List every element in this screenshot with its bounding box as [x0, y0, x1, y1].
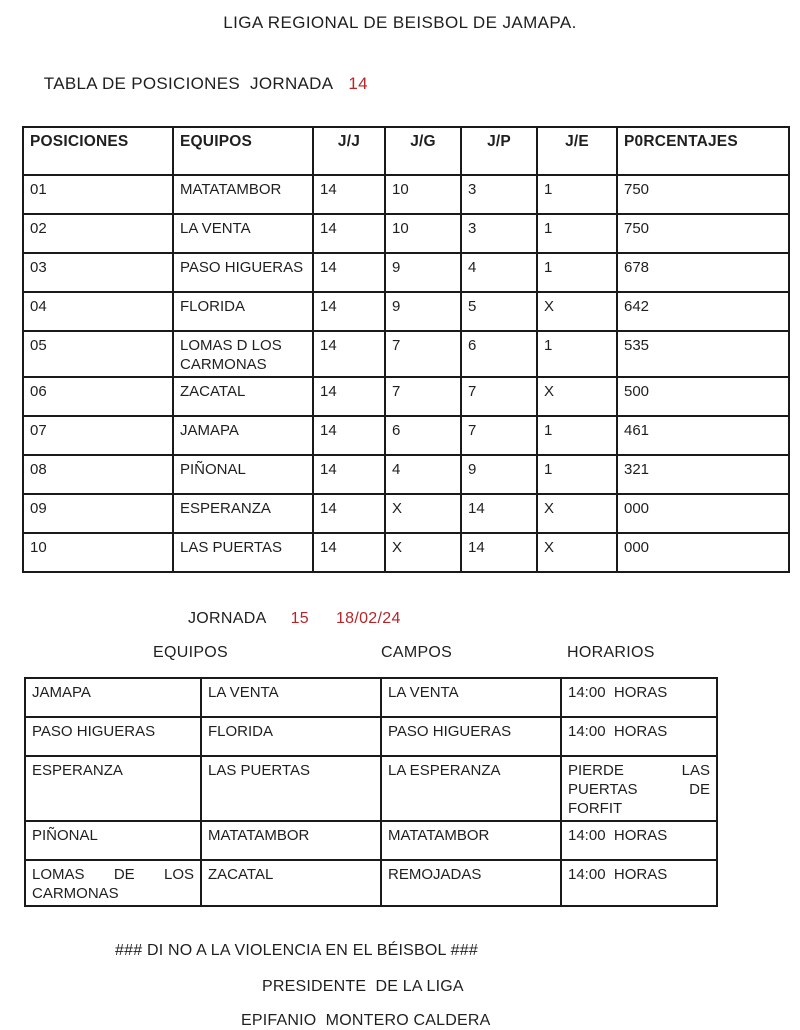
- table-cell: ZACATAL: [201, 860, 381, 906]
- schedule-column-labels: [0, 644, 800, 664]
- column-header: J/P: [461, 127, 537, 175]
- table-cell: 7: [461, 416, 537, 455]
- table-cell: 678: [617, 253, 789, 292]
- table-cell: 000: [617, 533, 789, 572]
- table-cell: PIÑONAL: [173, 455, 313, 494]
- schedule-table: [24, 677, 718, 907]
- table-cell: 750: [617, 175, 789, 214]
- table-row: [23, 455, 789, 494]
- table-cell: 1: [537, 331, 617, 377]
- table-cell: ZACATAL: [173, 377, 313, 416]
- table-cell: MATATAMBOR: [201, 821, 381, 860]
- table-cell: 1: [537, 455, 617, 494]
- table-cell: JAMAPA: [173, 416, 313, 455]
- table-cell: 07: [23, 416, 173, 455]
- standings-heading: [24, 54, 800, 114]
- table-cell: 14:00 HORAS: [561, 821, 717, 860]
- table-cell: 01: [23, 175, 173, 214]
- table-cell: ESPERANZA: [25, 756, 201, 821]
- table-cell: 14: [313, 377, 385, 416]
- table-cell: 14: [313, 331, 385, 377]
- table-cell: 321: [617, 455, 789, 494]
- table-cell: 1: [537, 214, 617, 253]
- president-name: EPIFANIO MONTERO CALDERA: [241, 1012, 491, 1029]
- table-cell: 14: [313, 175, 385, 214]
- table-cell: LOMAS D LOS CARMONAS: [173, 331, 313, 377]
- table-cell: 08: [23, 455, 173, 494]
- table-cell: JAMAPA: [25, 678, 201, 717]
- table-cell: 5: [461, 292, 537, 331]
- column-header: J/E: [537, 127, 617, 175]
- schedule-table-body: [25, 678, 717, 906]
- table-cell: 02: [23, 214, 173, 253]
- slogan-line: ### DI NO A LA VIOLENCIA EN EL BÉISBOL ###: [115, 942, 478, 959]
- table-cell: 10: [23, 533, 173, 572]
- table-row: [23, 253, 789, 292]
- president-title: PRESIDENTE DE LA LIGA: [262, 978, 464, 995]
- table-cell: 10: [385, 214, 461, 253]
- table-cell: PIERDE LAS PUERTAS DE FORFIT: [561, 756, 717, 821]
- table-cell: LA VENTA: [201, 678, 381, 717]
- table-cell: FLORIDA: [201, 717, 381, 756]
- table-cell: 7: [385, 331, 461, 377]
- table-cell: 14:00 HORAS: [561, 678, 717, 717]
- table-cell: ESPERANZA: [173, 494, 313, 533]
- table-cell: FLORIDA: [173, 292, 313, 331]
- column-header: J/J: [313, 127, 385, 175]
- column-header: J/G: [385, 127, 461, 175]
- table-cell: X: [537, 494, 617, 533]
- table-cell: 9: [385, 253, 461, 292]
- table-cell: 14:00 HORAS: [561, 860, 717, 906]
- schedule-jornada-number: 15: [290, 610, 309, 627]
- table-cell: 9: [385, 292, 461, 331]
- table-cell: 535: [617, 331, 789, 377]
- table-cell: LAS PUERTAS: [201, 756, 381, 821]
- standings-table-body: [23, 175, 789, 572]
- table-row: [23, 292, 789, 331]
- table-cell: 4: [385, 455, 461, 494]
- column-header: EQUIPOS: [173, 127, 313, 175]
- table-cell: LA VENTA: [381, 678, 561, 717]
- table-cell: 10: [385, 175, 461, 214]
- schedule-date: 18/02/24: [335, 610, 401, 627]
- table-cell: 14: [461, 533, 537, 572]
- schedule-label-campos: CAMPOS: [381, 644, 453, 661]
- table-cell: PASO HIGUERAS: [381, 717, 561, 756]
- table-cell: 14: [313, 416, 385, 455]
- table-cell: 3: [461, 175, 537, 214]
- table-cell: 000: [617, 494, 789, 533]
- schedule-heading: [188, 610, 800, 628]
- table-cell: PIÑONAL: [25, 821, 201, 860]
- table-row: [25, 821, 717, 860]
- table-cell: PASO HIGUERAS: [25, 717, 201, 756]
- table-cell: 14: [313, 253, 385, 292]
- table-cell: X: [385, 494, 461, 533]
- table-cell: LA VENTA: [173, 214, 313, 253]
- column-header: P0RCENTAJES: [617, 127, 789, 175]
- table-row: [23, 533, 789, 572]
- table-cell: X: [537, 377, 617, 416]
- table-cell: X: [385, 533, 461, 572]
- table-cell: REMOJADAS: [381, 860, 561, 906]
- table-cell: 14: [461, 494, 537, 533]
- table-row: [23, 377, 789, 416]
- table-cell: 3: [461, 214, 537, 253]
- table-cell: 09: [23, 494, 173, 533]
- table-cell: 750: [617, 214, 789, 253]
- table-cell: 1: [537, 175, 617, 214]
- table-cell: 14: [313, 292, 385, 331]
- standings-jornada-number: 14: [348, 74, 368, 93]
- table-cell: LAS PUERTAS: [173, 533, 313, 572]
- table-cell: 04: [23, 292, 173, 331]
- table-cell: 9: [461, 455, 537, 494]
- table-cell: 7: [461, 377, 537, 416]
- table-cell: 1: [537, 416, 617, 455]
- table-cell: 642: [617, 292, 789, 331]
- table-cell: 06: [23, 377, 173, 416]
- schedule-label-equipos: EQUIPOS: [153, 644, 229, 661]
- table-row: [23, 175, 789, 214]
- table-cell: X: [537, 292, 617, 331]
- standings-heading-label: TABLA DE POSICIONES JORNADA: [43, 74, 334, 93]
- table-row: [23, 416, 789, 455]
- table-cell: LA ESPERANZA: [381, 756, 561, 821]
- table-cell: X: [537, 533, 617, 572]
- table-cell: 14: [313, 455, 385, 494]
- table-cell: 03: [23, 253, 173, 292]
- table-header-row: [23, 127, 789, 175]
- table-row: [23, 214, 789, 253]
- table-cell: 14: [313, 533, 385, 572]
- table-row: [25, 717, 717, 756]
- table-row: [25, 756, 717, 821]
- table-cell: 14:00 HORAS: [561, 717, 717, 756]
- table-cell: MATATAMBOR: [381, 821, 561, 860]
- table-cell: 6: [461, 331, 537, 377]
- page-title: LIGA REGIONAL DE BEISBOL DE JAMAPA.: [223, 13, 577, 32]
- table-row: [23, 494, 789, 533]
- table-cell: PASO HIGUERAS: [173, 253, 313, 292]
- table-row: [25, 860, 717, 906]
- table-cell: 500: [617, 377, 789, 416]
- table-cell: LOMAS DE LOS CARMONAS: [25, 860, 201, 906]
- table-cell: 7: [385, 377, 461, 416]
- table-cell: 1: [537, 253, 617, 292]
- column-header: POSICIONES: [23, 127, 173, 175]
- schedule-label-horarios: HORARIOS: [567, 644, 655, 661]
- table-cell: MATATAMBOR: [173, 175, 313, 214]
- standings-table: [22, 126, 790, 573]
- table-cell: 6: [385, 416, 461, 455]
- table-row: [23, 331, 789, 377]
- table-cell: 05: [23, 331, 173, 377]
- table-row: [25, 678, 717, 717]
- schedule-heading-label: JORNADA: [188, 610, 267, 627]
- table-cell: 461: [617, 416, 789, 455]
- table-cell: 14: [313, 494, 385, 533]
- table-cell: 4: [461, 253, 537, 292]
- table-cell: 14: [313, 214, 385, 253]
